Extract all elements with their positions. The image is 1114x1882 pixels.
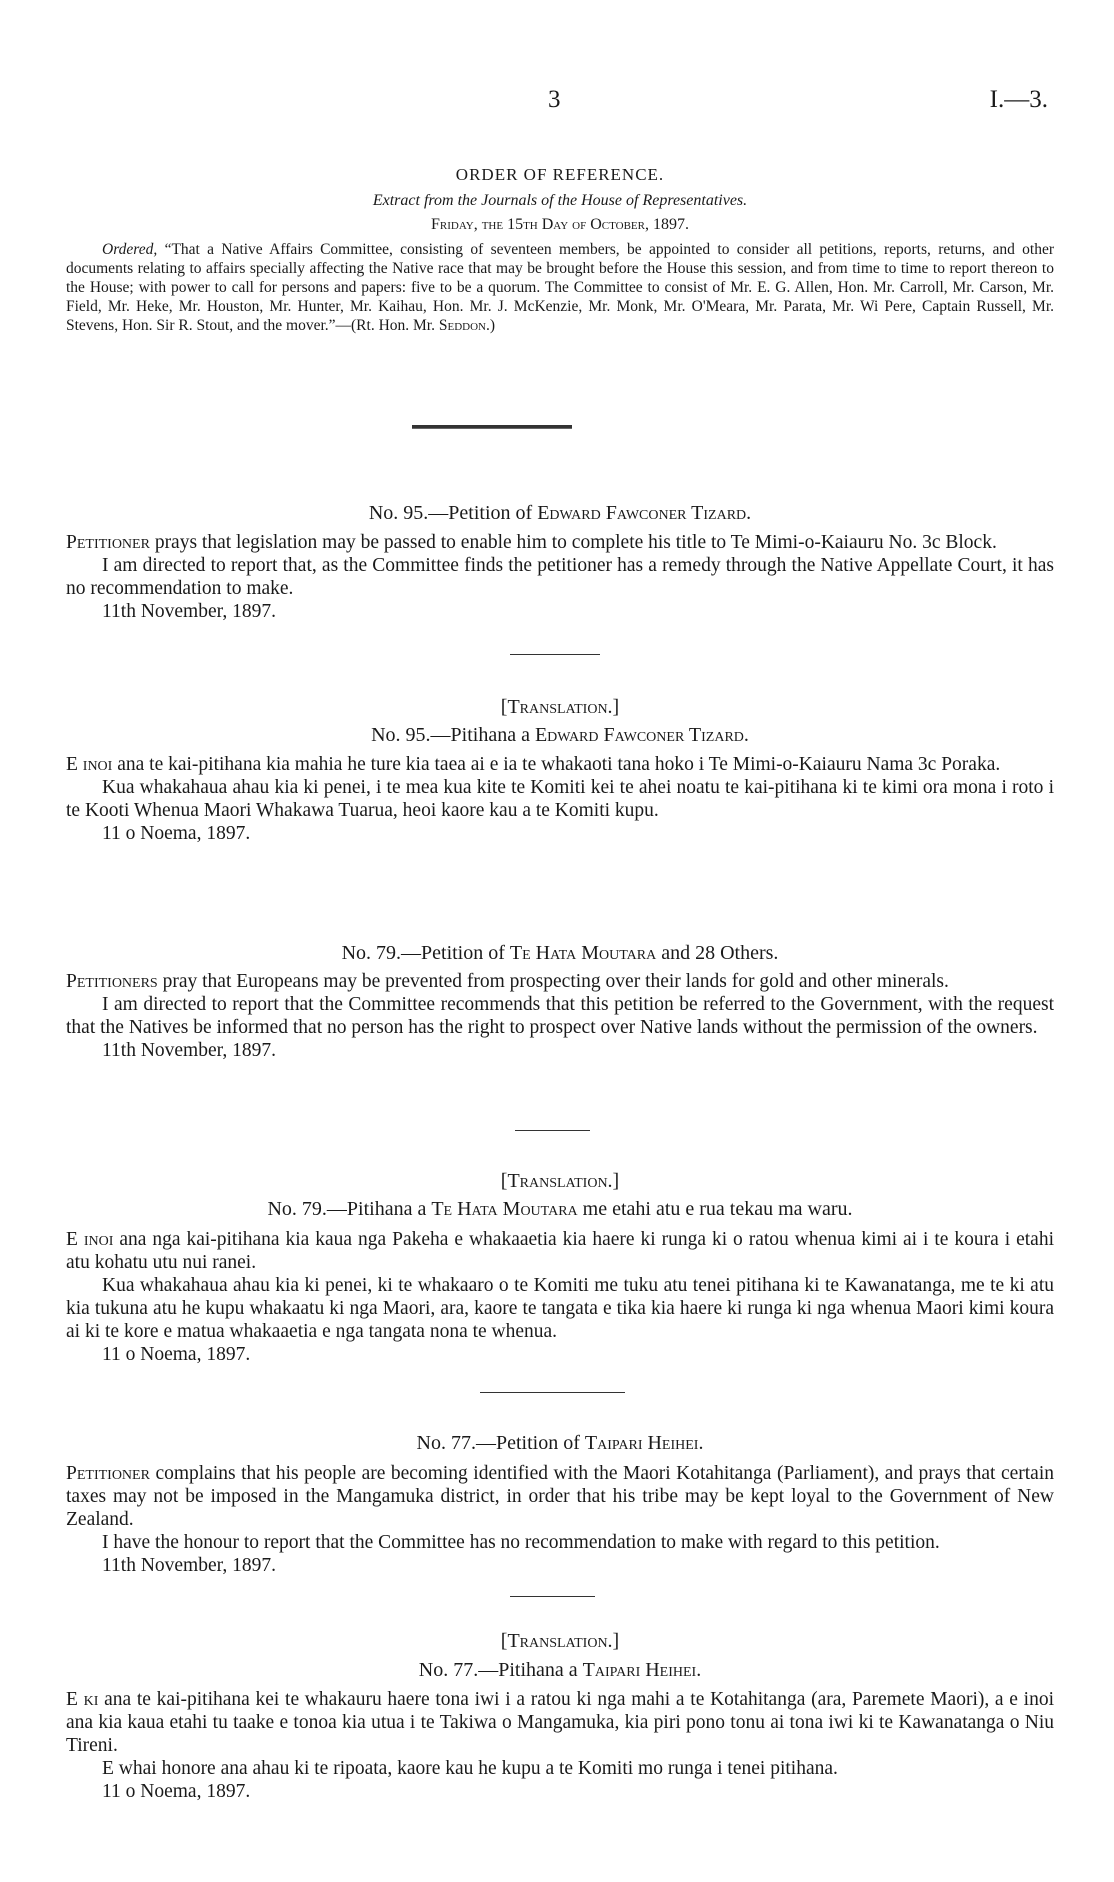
translation-label-block xyxy=(66,1170,1054,1193)
section-para-1 xyxy=(66,1462,1054,1531)
section-para-1 xyxy=(66,970,1054,993)
section-para-1 xyxy=(66,753,1054,776)
section-para-1-text: ana te kai-pitihana kei te whakauru haere tona iwi i a ratou ki nga mahi a te Kotahitanga (ara, Paremete Maori), a e inoi ana kia kaua etahi tu taake e tonoa kia utua i te Takiwa o Mangamuka, kia piri pono tonu ai tona iwi ki te Kawanatanga o Niu Tireni. xyxy=(66,1689,1054,1756)
heading-name: Te Hata Moutara xyxy=(509,942,657,964)
order-subtitle: Extract from the Journals of the House of Representatives. xyxy=(372,192,748,209)
section-para-1-text: ana te kai-pitihana kia mahia he ture kia taea ai e ia te whakaoti tana hoko i Te Mimi-o-Kaiauru Nama 3c Poraka. xyxy=(112,754,1001,775)
order-mover: Seddon xyxy=(438,317,486,334)
section-heading-block xyxy=(66,502,1054,525)
section-heading-block xyxy=(66,1432,1054,1455)
section-date: 11 o Noema, 1897. xyxy=(102,1781,251,1802)
translation-label-block xyxy=(66,1630,1054,1653)
heading-name: Taipari Heihei xyxy=(584,1432,699,1454)
order-title-block xyxy=(66,165,1054,185)
section-body xyxy=(66,531,1054,623)
heading-suffix: me etahi atu e rua tekau ma waru. xyxy=(577,1198,853,1220)
section-date: 11th November, 1897. xyxy=(102,1555,276,1576)
order-text-block xyxy=(66,240,1054,335)
section-heading xyxy=(66,502,1054,525)
section-lead: E inoi xyxy=(66,754,113,775)
section-heading-block xyxy=(66,942,1054,965)
section-date: 11th November, 1897. xyxy=(102,1040,276,1061)
heading-name: Edward Fawconer Tizard xyxy=(537,502,747,524)
heading-prefix: No. 95.—Petition of xyxy=(368,502,538,524)
heading-prefix: No. 79.—Pitihana a xyxy=(267,1198,432,1220)
section-body xyxy=(66,970,1054,1062)
section-para-2: I have the honour to report that the Committee has no recommendation to make with regard to this petition. xyxy=(102,1532,940,1553)
section-para-1-text: complains that his people are becoming identified with the Maori Kotahitanga (Parliament), and prays that certain taxes may not be imposed in the Mangamuka district, in order that his tribe may be kept loyal to the Government of New Zealand. xyxy=(66,1463,1054,1530)
divider-rule xyxy=(412,425,572,429)
page-number: 3 xyxy=(548,86,561,113)
order-text: “That a Native Affairs Committee, consisting of seventeen members, be appointed to consider all petitions, reports, returns, and other documents relating to affairs specially affecting the Native race that may be brought before the House this session, and from time to time to report thereon to the House; with power to call for persons and papers: five to be a quorum. The Committee to consist of Mr. E. G. Allen, Hon. Mr. Carroll, Mr. Carson, Mr. Field, Mr. Heke, Mr. Houston, Mr. Hunter, Mr. Kaihau, Hon. Mr. J. McKenzie, Mr. Monk, Mr. O'Meara, Mr. Parata, Mr. Wi Pere, Captain Russell, Mr. Stevens, Hon. Sir R. Stout, and the mover.”—(Rt. Hon. Mr. xyxy=(66,241,1054,334)
order-body xyxy=(66,240,1054,335)
section-para-1-text: prays that legislation may be passed to enable him to complete his title to Te Mimi-o-Kaiauru No. 3c Block. xyxy=(149,532,997,553)
section-heading-block xyxy=(66,1198,1054,1221)
order-subtitle-block xyxy=(66,192,1054,210)
heading-name: Te Hata Moutara xyxy=(431,1198,578,1220)
section-heading xyxy=(66,942,1054,965)
section-lead: Petitioners xyxy=(66,971,158,992)
heading-prefix: No. 77.—Petition of xyxy=(416,1432,585,1454)
section-para-1-text: ana nga kai-pitihana kia kaua nga Pakeha e whakaaetia kia haere ki runga ki o ratou whenua kimi ai i te koura i etahi atu kohatu utu nui ranei. xyxy=(66,1229,1054,1273)
section-para-2: Kua whakahaua ahau kia ki penei, ki te whakaaro o te Komiti me tuku atu tenei pitihana ki te Kawanatanga, me te ki atu kia tukuna atu he kupu whakaatu ki nga Maori, ara, kaore te tangata e tika kia haere ki runga ki nga whenua Maori kimi koura ai ki te kore e matua whakaaetia e nga tangata nona te whenua. xyxy=(66,1275,1054,1342)
section-heading xyxy=(66,1198,1054,1221)
section-para-2: I am directed to report that, as the Committee finds the petitioner has a remedy through the Native Appellate Court, it has no recommendation to make. xyxy=(66,555,1054,599)
section-heading-block xyxy=(66,1659,1054,1682)
divider-rule xyxy=(510,654,600,655)
section-lead: E ki xyxy=(66,1689,99,1710)
heading-name: Taipari Heihei xyxy=(582,1659,697,1681)
divider-rule xyxy=(515,1130,590,1131)
heading-prefix: No. 79.—Petition of xyxy=(341,942,510,964)
divider-rule xyxy=(510,1596,595,1597)
section-heading-block xyxy=(66,724,1054,747)
section-date: 11 o Noema, 1897. xyxy=(102,1344,251,1365)
section-date: 11th November, 1897. xyxy=(102,601,276,622)
translation-label: [Translation.] xyxy=(500,696,620,718)
translation-label: [Translation.] xyxy=(500,1170,620,1192)
order-title: ORDER OF REFERENCE. xyxy=(455,165,665,184)
order-ordered: Ordered, xyxy=(102,241,158,258)
heading-prefix: No. 77.—Pitihana a xyxy=(418,1659,583,1681)
section-heading xyxy=(66,1432,1054,1455)
section-para-2: E whai honore ana ahau ki te ripoata, kaore kau he kupu a te Komiti mo runga i tenei pitihana. xyxy=(102,1758,838,1779)
heading-suffix: . xyxy=(743,724,749,746)
heading-suffix: . xyxy=(746,502,752,524)
section-para-1-text: pray that Europeans may be prevented from prospecting over their lands for gold and other minerals. xyxy=(157,971,949,992)
section-lead: Petitioner xyxy=(66,1463,150,1484)
section-para-1 xyxy=(66,1688,1054,1757)
section-body xyxy=(66,753,1054,845)
translation-label: [Translation.] xyxy=(500,1630,620,1652)
page-reference: I.—3. xyxy=(989,86,1048,113)
section-body xyxy=(66,1228,1054,1366)
section-lead: Petitioner xyxy=(66,532,150,553)
order-date: Friday, the 15th Day of October, 1897. xyxy=(430,216,689,233)
heading-name: Edward Fawconer Tizard xyxy=(534,724,744,746)
section-date: 11 o Noema, 1897. xyxy=(102,823,251,844)
section-para-2: I am directed to report that the Committee recommends that this petition be referred to the Government, with the request that the Natives be informed that no person has the right to prospect over Native lands without the permission of the owners. xyxy=(66,994,1054,1038)
section-heading xyxy=(66,1659,1054,1682)
heading-suffix: and 28 Others. xyxy=(656,942,779,964)
heading-suffix: . xyxy=(696,1659,702,1681)
section-para-2: Kua whakahaua ahau kia ki penei, i te mea kua kite te Komiti kei te ahei noatu te kai-pitihana ki te kimi ora mona i roto i te Kooti Whenua Maori Whakawa Tuarua, heoi kaore kau a te Komiti kupu. xyxy=(66,777,1054,821)
section-heading xyxy=(66,724,1054,747)
translation-label-block xyxy=(66,696,1054,719)
page-header xyxy=(0,86,1114,126)
heading-suffix: . xyxy=(698,1432,704,1454)
section-body xyxy=(66,1688,1054,1803)
order-date-block xyxy=(66,216,1054,234)
order-end: .) xyxy=(485,317,496,334)
section-lead: E inoi xyxy=(66,1229,114,1250)
section-para-1 xyxy=(66,1228,1054,1274)
heading-prefix: No. 95.—Pitihana a xyxy=(371,724,535,746)
divider-rule xyxy=(480,1392,625,1393)
section-para-1 xyxy=(66,531,1054,554)
section-body xyxy=(66,1462,1054,1577)
